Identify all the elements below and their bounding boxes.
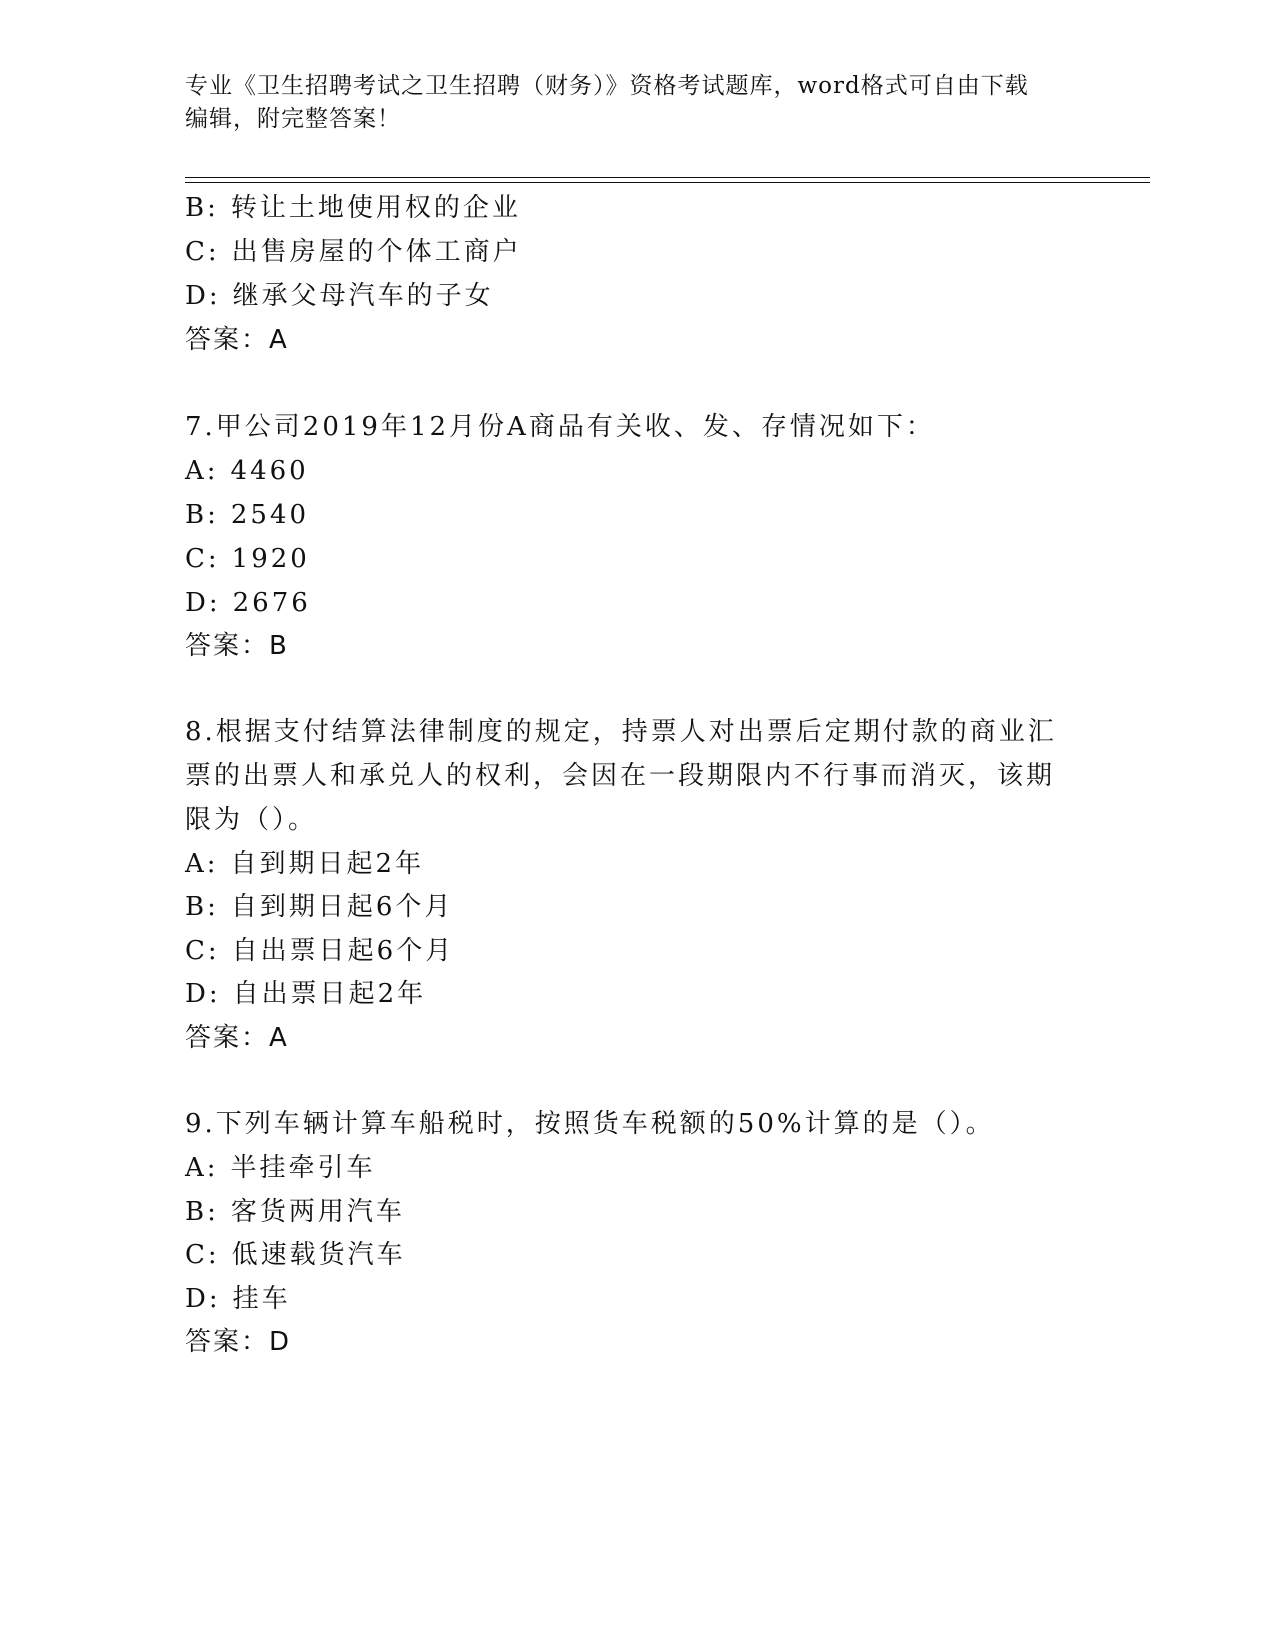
header-divider-top (185, 177, 1150, 178)
question-8-stem-line-2: 票的出票人和承兑人的权利，会因在一段期限内不行事而消灭，该期 (185, 761, 1056, 791)
q9-option-d (185, 1284, 291, 1314)
option-text: 挂车 (232, 1284, 291, 1314)
option-text: 2676 (232, 588, 311, 618)
header-divider-bottom (185, 182, 1150, 183)
q9-option-c (185, 1240, 406, 1270)
option-text: 1920 (231, 544, 310, 574)
option-text: 4460 (230, 456, 309, 486)
option-text: 2540 (230, 500, 310, 530)
q8-option-a (185, 849, 424, 879)
option-label: D: (185, 588, 221, 618)
option-text: 自出票日起2年 (232, 979, 427, 1009)
q8-option-d (185, 979, 426, 1009)
option-label: B: (185, 1197, 219, 1227)
option-text: 继承父母汽车的子女 (232, 281, 494, 311)
question-9-stem: 9.下列车辆计算车船税时，按照货车税额的50%计算的是（）。 (185, 1109, 995, 1139)
option-text: 自到期日起2年 (230, 849, 425, 879)
option-label: C: (185, 544, 220, 574)
option-label: D: (185, 1284, 221, 1314)
q9-answer: 答案：D (185, 1327, 292, 1357)
option-label: C: (185, 936, 220, 966)
q7-option-d (185, 588, 311, 618)
option-text: 半挂牵引车 (230, 1153, 376, 1183)
option-text: 自出票日起6个月 (231, 936, 455, 966)
q7-option-c (185, 544, 310, 574)
q8-option-b (185, 892, 453, 922)
option-label: C: (185, 1240, 220, 1270)
option-label: B: (185, 892, 219, 922)
option-text: 低速载货汽车 (231, 1240, 406, 1270)
option-label: A: (185, 1153, 219, 1183)
option-label: A: (185, 849, 219, 879)
q8-option-c (185, 936, 454, 966)
q7-answer: 答案：B (185, 631, 289, 661)
q9-option-b (185, 1197, 405, 1227)
option-c (185, 237, 522, 267)
document-header (185, 70, 1065, 136)
option-label: B: (185, 500, 219, 530)
option-label: A: (185, 456, 219, 486)
q9-option-a (185, 1153, 376, 1183)
option-text: 自到期日起6个月 (230, 892, 454, 922)
option-label: B: (185, 193, 219, 223)
option-text: 转让土地使用权的企业 (230, 193, 521, 223)
answer: 答案：A (185, 325, 289, 355)
option-d (185, 281, 494, 311)
header-line-1: 专业《卫生招聘考试之卫生招聘（财务）》资格考试题库，word格式可自由下载 (185, 73, 1029, 99)
question-7-stem: 7.甲公司2019年12月份A商品有关收、发、存情况如下： (185, 412, 935, 442)
option-label: D: (185, 281, 221, 311)
option-text: 出售房屋的个体工商户 (231, 237, 522, 267)
question-8-stem-line-3: 限为（）。 (185, 805, 318, 835)
option-text: 客货两用汽车 (230, 1197, 405, 1227)
q8-answer: 答案：A (185, 1023, 289, 1053)
q7-option-b (185, 500, 309, 530)
header-line-2: 编辑，附完整答案！ (185, 106, 401, 132)
question-8-stem-line-1: 8.根据支付结算法律制度的规定，持票人对出票后定期付款的商业汇 (185, 717, 1057, 747)
option-label: D: (185, 979, 221, 1009)
option-b (185, 193, 521, 223)
q7-option-a (185, 456, 309, 486)
option-label: C: (185, 237, 220, 267)
